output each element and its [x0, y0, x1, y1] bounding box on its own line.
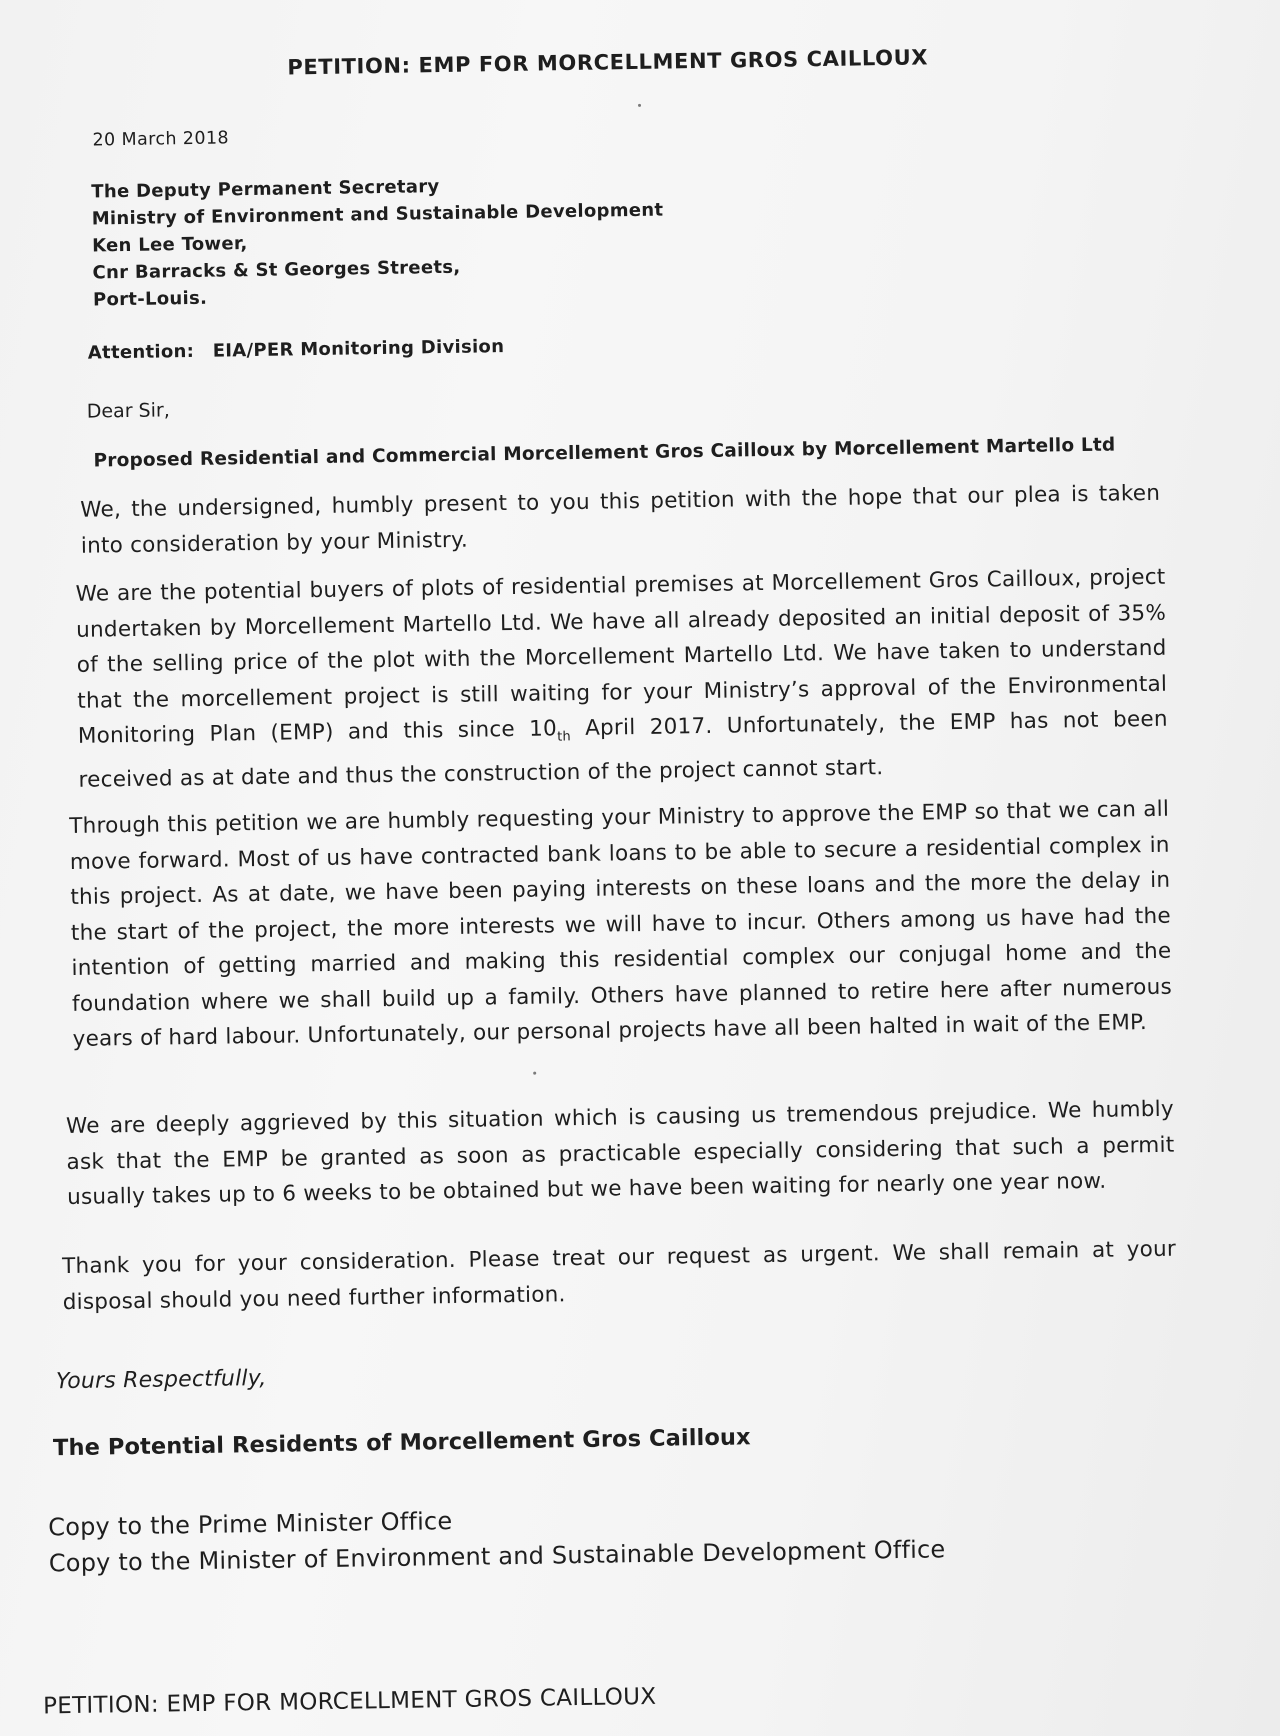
attention-label: Attention:	[87, 340, 195, 364]
copy-item: Copy to the Minister of Environment and Sustainable Development Office	[48, 1535, 946, 1578]
paper-speck	[533, 1072, 536, 1075]
recipient-address	[91, 170, 665, 314]
subject-line: Proposed Residential and Commercial Morcellement Gros Cailloux by Morcellement Martello Ltd	[93, 434, 1116, 472]
paragraph-intro: We, the undersigned, humbly present to you this petition with the hope that our plea is taken into consideration by your Ministry.	[80, 480, 1161, 559]
recipient-line: Ministry of Environment and Sustainable Development	[91, 199, 664, 230]
paragraph-background-text: We are the potential buyers of plots of residential premises at Morcellement Gros Cailloux, project undertaken by Morcellement Martello Ltd. We have all already deposited an initial deposit of 35% of the selling price of the plot with the Morcellement Martello Ltd. We have taken to understand that the morcellement project is still waiting for your Ministry’s approval of the Environmental Monitoring Plan (EMP) and this since 10	[75, 564, 1168, 749]
paragraph-background	[75, 560, 1168, 798]
footer-title: PETITION: EMP FOR MORCELLMENT GROS CAILLOUX	[42, 1683, 657, 1720]
paragraph-background-text-cont: April 2017. Unfortunately, the EMP has not been received as at date and thus the construction of the project cannot start.	[78, 706, 1168, 793]
attention-line	[88, 336, 505, 364]
letter-date: 20 March 2018	[92, 128, 230, 151]
recipient-line: The Deputy Permanent Secretary	[91, 176, 440, 203]
recipient-line: Cnr Barracks & St Georges Streets,	[92, 256, 461, 284]
paragraph-request: Through this petition we are humbly requesting your Ministry to approve the EMP so that we can all move forward. Most of us have contracted bank loans to be able to secure a residential complex in this project. As at date, we have been paying interests on these loans and the more the delay in the start of the project, the more interests we will have to incur. Others among us have had the intention of getting married and making this residential complex our conjugal home and the foundation where we shall build up a family. Others have planned to retire here after numerous years of hard labour. Unfortunately, our personal projects have all been halted in wait of the EMP.	[69, 796, 1173, 1052]
signature: The Potential Residents of Morcellement Gros Cailloux	[52, 1424, 751, 1462]
salutation: Dear Sir,	[86, 399, 170, 423]
recipient-line: Port-Louis.	[92, 287, 208, 311]
ordinal-suffix: th	[557, 729, 572, 745]
paragraph-thanks: Thank you for your consideration. Please treat our request as urgent. We shall remain at your disposal should you need further information.	[61, 1236, 1177, 1315]
paragraph-grievance: We are deeply aggrieved by this situation which is causing us tremendous prejudice. We humbly ask that the EMP be granted as soon as practicable especially considering that such a permit usually takes up to 6 weeks to be obtained but we have been waiting for nearly one year now.	[65, 1096, 1175, 1211]
paper-speck	[638, 104, 641, 107]
attention-value: EIA/PER Monitoring Division	[212, 336, 505, 362]
copy-item: Copy to the Prime Minister Office	[48, 1507, 453, 1542]
closing: Yours Respectfully,	[55, 1365, 267, 1395]
recipient-line: Ken Lee Tower,	[91, 233, 248, 257]
copy-list	[48, 1495, 946, 1581]
header-title: PETITION: EMP FOR MORCELLMENT GROS CAILLOUX	[287, 45, 929, 80]
